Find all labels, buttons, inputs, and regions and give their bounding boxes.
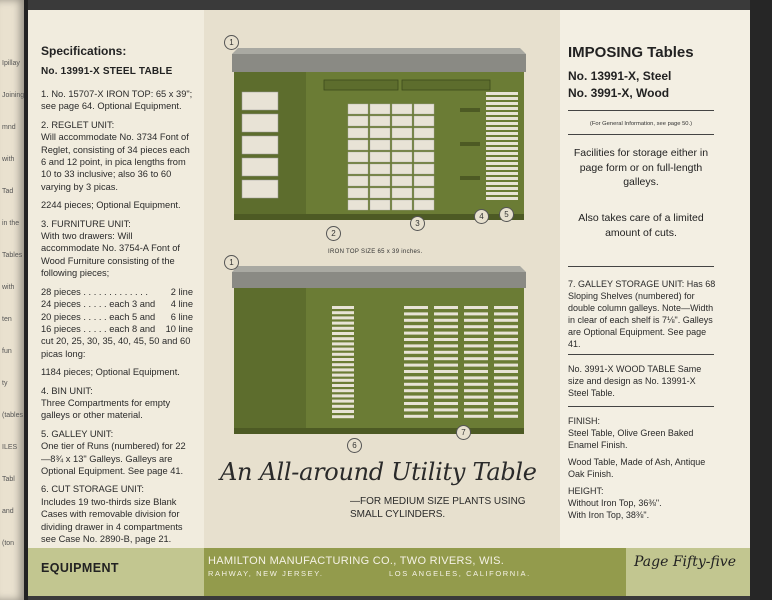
galley-table-illustration: [228, 264, 530, 440]
galley-shelf: [464, 351, 488, 354]
furniture-size: 6 line: [170, 311, 193, 322]
cut-storage-case: [414, 188, 434, 198]
galley-shelf: [464, 344, 488, 347]
galley-shelf: [332, 384, 354, 387]
spec-item: Will accommodate No. 3734 Font of Reglet, consisting of 34 pieces each 6 and 12 point, in pica lengths from 10 to 33 inclusive; also 36 to 60 varying by 3 picas.: [41, 132, 190, 192]
previous-page-text-fragment: fun: [2, 348, 12, 355]
height-label: HEIGHT:: [568, 486, 604, 496]
galley-shelf: [404, 319, 428, 322]
reglet-tray: [242, 158, 278, 176]
galley-shelf: [464, 332, 488, 335]
galley-shelf: [464, 357, 488, 360]
specifications-body: [41, 88, 193, 551]
previous-page-text-fragment: and: [2, 508, 14, 515]
cut-storage-case: [348, 188, 368, 198]
cut-storage-case: [414, 176, 434, 186]
galley-shelf: [464, 325, 488, 328]
model-wood: No. 3991-X, Wood: [568, 86, 670, 100]
cut-storage-case: [392, 140, 412, 150]
galley-shelf: [494, 408, 518, 411]
galley-shelf: [434, 408, 458, 411]
cut-storage-case: [392, 152, 412, 162]
previous-page-text-fragment: Tables: [2, 252, 23, 259]
bin-shelf: [460, 142, 480, 146]
company-name: HAMILTON MANUFACTURING CO., TWO RIVERS, WIS.: [208, 555, 505, 567]
cut-storage-case: [348, 200, 368, 210]
galley-shelf: [404, 325, 428, 328]
galley-shelf: [434, 357, 458, 360]
previous-page-text-fragment: with: [2, 156, 15, 163]
galley-run: [486, 122, 518, 125]
galley-shelf: [494, 364, 518, 367]
finish-steel: Steel Table, Olive Green Baked Enamel Finish.: [568, 428, 694, 450]
cut-storage-case: [370, 200, 390, 210]
galley-shelf: [494, 396, 518, 399]
galley-shelf: [332, 322, 354, 325]
office-los-angeles: LOS ANGELES, CALIFORNIA.: [389, 569, 531, 578]
catalog-page: [28, 10, 750, 596]
galley-run: [486, 107, 518, 110]
spec-item: Three Compartments for empty galleys or other material.: [41, 397, 171, 421]
galley-run: [486, 102, 518, 105]
galley-shelf: [494, 389, 518, 392]
cut-storage-case: [414, 104, 434, 114]
galley-shelf: [494, 357, 518, 360]
galley-shelf: [434, 389, 458, 392]
galley-shelf: [434, 402, 458, 405]
cut-storage-case: [370, 176, 390, 186]
reglet-tray: [242, 92, 278, 110]
galley-shelf: [332, 332, 354, 335]
spec-item: With two drawers: Will accommodate No. 3754-A Font of Wood Furniture consisting of the following pieces;: [41, 231, 181, 279]
galley-shelf: [332, 405, 354, 408]
galley-shelf: [434, 415, 458, 418]
galley-shelf: [464, 364, 488, 367]
galley-shelf: [404, 415, 428, 418]
galley-shelf: [404, 344, 428, 347]
reglet-tray: [242, 136, 278, 154]
galley-run: [486, 127, 518, 130]
wood-table-text: No. 3991-X WOOD TABLE Same size and design as No. 13991-X Steel Table.: [568, 364, 702, 398]
galley-shelf: [332, 353, 354, 356]
galley-shelf: [332, 415, 354, 418]
furniture-count: 20 pieces . . . . . each 5 and: [41, 311, 156, 322]
galley-shelf: [494, 338, 518, 341]
galley-shelf: [464, 319, 488, 322]
galley-run: [486, 157, 518, 160]
spec-item: 4. BIN UNIT:: [41, 385, 93, 396]
specifications-heading: Specifications:: [41, 44, 127, 58]
cut-storage-case: [392, 128, 412, 138]
galley-run: [486, 147, 518, 150]
galley-shelf: [464, 370, 488, 373]
spec-item: 6. CUT STORAGE UNIT:: [41, 484, 144, 495]
cut-storage-case: [370, 116, 390, 126]
galley-shelf: [494, 325, 518, 328]
spec-item: 5. GALLEY UNIT:: [41, 428, 114, 439]
galley-shelf: [464, 312, 488, 315]
galley-shelf: [404, 383, 428, 386]
galley-shelf: [494, 306, 518, 309]
divider: [568, 110, 714, 111]
galley-shelf: [332, 363, 354, 366]
cut-storage-case: [370, 104, 390, 114]
section-label: EQUIPMENT: [41, 561, 119, 575]
callout-marker: 2: [326, 226, 341, 241]
callout-marker: 1: [224, 35, 239, 50]
galley-shelf: [434, 396, 458, 399]
previous-page-text-fragment: Tad: [2, 188, 14, 195]
furniture-drawer: [402, 80, 490, 90]
headline: An All-around Utility Table: [220, 458, 537, 486]
cut-storage-case: [414, 164, 434, 174]
galley-shelf: [494, 383, 518, 386]
galley-shelf: [404, 364, 428, 367]
galley-shelf: [434, 306, 458, 309]
galley-shelf: [404, 396, 428, 399]
model-steel: No. 13991-X, Steel: [568, 69, 672, 83]
cut-storage-case: [392, 200, 412, 210]
previous-page-text-fragment: ILES: [2, 444, 18, 451]
galley-shelf: [494, 402, 518, 405]
galley-shelf: [332, 358, 354, 361]
galley-shelf: [434, 312, 458, 315]
cut-storage-case: [348, 152, 368, 162]
previous-page-text-fragment: Joining: [2, 92, 25, 99]
galley-shelf: [332, 316, 354, 319]
bin-shelf: [460, 108, 480, 112]
previous-page-text-fragment: Ipillay: [2, 60, 20, 67]
spec-item: cut 20, 25, 30, 35, 40, 45, 50 and 60 picas long:: [41, 336, 191, 359]
galley-shelf: [464, 376, 488, 379]
galley-shelf: [332, 311, 354, 314]
galley-run: [486, 182, 518, 185]
cuts-text: Also takes care of a limited amount of cuts.: [578, 212, 704, 239]
galley-shelf: [434, 364, 458, 367]
reglet-tray: [242, 180, 278, 198]
galley-shelf: [434, 338, 458, 341]
furniture-size: 2 line: [170, 286, 193, 297]
galley-shelf: [332, 368, 354, 371]
cut-storage-case: [392, 104, 412, 114]
galley-shelf: [494, 376, 518, 379]
galley-shelf: [434, 370, 458, 373]
galley-shelf: [434, 344, 458, 347]
galley-shelf: [404, 306, 428, 309]
divider: [568, 406, 714, 407]
furniture-row: [41, 311, 193, 323]
spec-item: 1. No. 15707-X IRON TOP: 65 x 39"; see page 64. Optional Equipment.: [41, 89, 193, 112]
galley-shelf: [434, 332, 458, 335]
cut-storage-case: [370, 128, 390, 138]
finish-label: FINISH:: [568, 416, 601, 426]
galley-shelf: [494, 319, 518, 322]
cut-storage-case: [370, 188, 390, 198]
previous-page-text-fragment: (tables: [2, 412, 24, 419]
cut-storage-case: [370, 164, 390, 174]
galley-shelf: [494, 415, 518, 418]
callout-marker: 5: [499, 207, 514, 222]
furniture-size: 4 line: [170, 299, 193, 310]
bin-shelf: [460, 176, 480, 180]
galley-shelf: [494, 312, 518, 315]
iron-top-caption: IRON TOP SIZE 65 x 39 inches.: [328, 249, 423, 255]
right-page-edge: [750, 0, 772, 600]
galley-shelf: [332, 348, 354, 351]
galley-shelf: [464, 402, 488, 405]
furniture-count: 24 pieces . . . . . each 3 and: [41, 299, 156, 310]
cut-storage-case: [348, 128, 368, 138]
cut-storage-case: [414, 116, 434, 126]
galley-shelf: [494, 370, 518, 373]
galley-shelf: [332, 394, 354, 397]
galley-run: [486, 197, 518, 200]
cut-storage-case: [348, 104, 368, 114]
spec-item: 2. REGLET UNIT:: [41, 119, 115, 130]
galley-storage-text: 7. GALLEY STORAGE UNIT: Has 68 Sloping Shelves (numbered) for double column galleys. Note—Width in clear of each shelf is 7⅛". Galleys are Optional Equipment. See page 41.: [568, 279, 716, 349]
callout-marker: 6: [347, 438, 362, 453]
cut-storage-case: [414, 128, 434, 138]
page-number: Page Fifty-five: [634, 554, 737, 570]
callout-marker: 1: [224, 255, 239, 270]
galley-shelf: [404, 408, 428, 411]
cut-storage-case: [392, 116, 412, 126]
divider: [568, 266, 714, 267]
galley-shelf: [434, 319, 458, 322]
facilities-text: Facilities for storage either in page form or on full-length galleys.: [573, 147, 709, 189]
galley-shelf: [434, 351, 458, 354]
furniture-row: [41, 323, 193, 335]
galley-shelf: [332, 400, 354, 403]
galley-run: [486, 152, 518, 155]
cut-storage-case: [348, 164, 368, 174]
furniture-size: 10 line: [165, 323, 193, 334]
office-rahway: RAHWAY, NEW JERSEY.: [208, 569, 324, 578]
galley-shelf: [464, 396, 488, 399]
galley-shelf: [434, 376, 458, 379]
galley-run: [486, 137, 518, 140]
previous-page-edge: [0, 0, 26, 600]
galley-run: [486, 97, 518, 100]
cut-storage-case: [414, 200, 434, 210]
galley-run: [486, 192, 518, 195]
galley-run: [486, 132, 518, 135]
furniture-drawer: [324, 80, 398, 90]
cut-storage-case: [392, 188, 412, 198]
galley-shelf: [404, 312, 428, 315]
callout-marker: 7: [456, 425, 471, 440]
galley-shelf: [404, 351, 428, 354]
height-with-top: With Iron Top, 38⅜".: [568, 510, 650, 520]
finish-wood: Wood Table, Made of Ash, Antique Oak Finish.: [568, 457, 706, 479]
subheadline: —FOR MEDIUM SIZE PLANTS USING SMALL CYLINDERS.: [350, 496, 526, 520]
spec-item: 1184 pieces; Optional Equipment.: [41, 367, 180, 378]
galley-shelf: [404, 338, 428, 341]
furniture-row: [41, 298, 193, 310]
galley-shelf: [332, 374, 354, 377]
galley-shelf: [332, 389, 354, 392]
galley-shelf: [464, 408, 488, 411]
galley-shelf: [404, 357, 428, 360]
galley-shelf: [434, 383, 458, 386]
cut-storage-case: [392, 176, 412, 186]
previous-page-text-fragment: ten: [2, 316, 12, 323]
galley-run: [486, 187, 518, 190]
galley-run: [486, 162, 518, 165]
galley-shelf: [332, 410, 354, 413]
steel-table-illustration: [228, 46, 530, 226]
galley-shelf: [332, 337, 354, 340]
galley-shelf: [332, 379, 354, 382]
galley-shelf: [404, 402, 428, 405]
footer-band: [28, 548, 750, 596]
galley-shelf: [464, 383, 488, 386]
cut-storage-case: [414, 140, 434, 150]
callout-marker: 4: [474, 209, 489, 224]
galley-shelf: [404, 370, 428, 373]
galley-run: [486, 172, 518, 175]
divider: [568, 134, 714, 135]
cut-storage-case: [392, 164, 412, 174]
galley-shelf: [332, 306, 354, 309]
galley-run: [486, 142, 518, 145]
cut-storage-case: [348, 140, 368, 150]
galley-shelf: [494, 344, 518, 347]
galley-shelf: [404, 376, 428, 379]
previous-page-text-fragment: in the: [2, 220, 20, 227]
previous-page-text-fragment: ty: [2, 380, 8, 387]
previous-page-text-fragment: with: [2, 284, 15, 291]
spec-item: One tier of Runs (numbered) for 22—8¾ x 13" Galleys. Galleys are Optional Equipment. See page 41.: [41, 441, 186, 476]
furniture-row: [41, 286, 193, 298]
cut-storage-case: [370, 152, 390, 162]
spec-item: Includes 19 two-thirds size Blank Cases with removable division for dividing drawer in 4 compartments see Case No. 2890-B, page 21.: [41, 496, 183, 544]
galley-shelf: [494, 351, 518, 354]
galley-shelf: [404, 332, 428, 335]
galley-run: [486, 117, 518, 120]
general-info-note: (For General Information, see page 50.): [589, 121, 693, 127]
galley-shelf: [404, 389, 428, 392]
cut-storage-case: [348, 176, 368, 186]
galley-run: [486, 112, 518, 115]
galley-shelf: [464, 338, 488, 341]
galley-shelf: [494, 332, 518, 335]
galley-shelf: [464, 389, 488, 392]
galley-shelf: [332, 342, 354, 345]
galley-shelf: [434, 325, 458, 328]
specifications-model-title: No. 13991-X STEEL TABLE: [41, 66, 173, 77]
cut-storage-case: [414, 152, 434, 162]
reglet-tray: [242, 114, 278, 132]
previous-page-text-fragment: (ton: [2, 540, 15, 547]
galley-shelf: [332, 327, 354, 330]
furniture-count: 28 pieces . . . . . . . . . . . . .: [41, 286, 148, 297]
galley-run: [486, 92, 518, 95]
furniture-count: 16 pieces . . . . . each 8 and: [41, 323, 156, 334]
spec-item: 3. FURNITURE UNIT:: [41, 218, 131, 229]
cut-storage-case: [370, 140, 390, 150]
previous-page-text-fragment: Tabl: [2, 476, 15, 483]
galley-shelf: [464, 306, 488, 309]
cut-storage-case: [348, 116, 368, 126]
galley-run: [486, 177, 518, 180]
spec-item: 2244 pieces; Optional Equipment.: [41, 200, 181, 211]
product-title: IMPOSING Tables: [568, 44, 694, 61]
callout-marker: 3: [410, 216, 425, 231]
galley-run: [486, 167, 518, 170]
height-without-top: Without Iron Top, 36⅜".: [568, 498, 662, 508]
galley-shelf: [464, 415, 488, 418]
previous-page-text-fragment: mnd: [2, 124, 16, 131]
divider: [568, 354, 714, 355]
